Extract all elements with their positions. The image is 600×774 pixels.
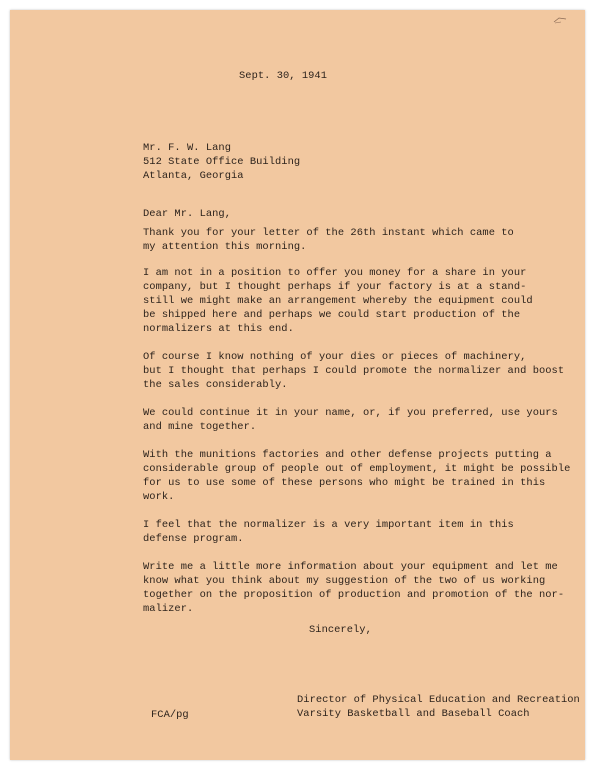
body-line: the sales considerably. [143, 379, 288, 391]
body-line: We could continue it in your name, or, if you preferred, use yours [143, 407, 558, 419]
body-line: I am not in a position to offer you money for a share in your [143, 267, 527, 279]
body-line: be shipped here and perhaps we could start production of the [143, 309, 521, 321]
body-line: malizer. [143, 603, 194, 615]
body-line: defense program. [143, 533, 244, 545]
body-line: know what you think about my suggestion of the two of us working [143, 575, 546, 587]
closing: Sincerely, [309, 624, 372, 636]
letter-page [10, 10, 585, 760]
recipient-city: Atlanta, Georgia [143, 170, 244, 182]
archive-mark-icon [553, 16, 567, 24]
letter-date: Sept. 30, 1941 [239, 70, 327, 82]
recipient-street: 512 State Office Building [143, 156, 301, 168]
body-line: together on the proposition of production and promotion of the nor- [143, 589, 565, 601]
body-line: With the munitions factories and other defense projects putting a [143, 449, 552, 461]
body-line: company, but I thought perhaps if your factory is at a stand- [143, 281, 527, 293]
body-line: for us to use some of these persons who might be trained in this [143, 477, 546, 489]
body-line: still we might make an arrangement whereby the equipment could [143, 295, 533, 307]
body-line: my attention this morning. [143, 241, 307, 253]
body-line: considerable group of people out of employment, it might be possible [143, 463, 571, 475]
body-line: and mine together. [143, 421, 257, 433]
body-line: I feel that the normalizer is a very important item in this [143, 519, 514, 531]
body-line: Write me a little more information about your equipment and let me [143, 561, 558, 573]
body-line: normalizers at this end. [143, 323, 294, 335]
recipient-name: Mr. F. W. Lang [143, 142, 231, 154]
salutation: Dear Mr. Lang, [143, 208, 231, 220]
body-line: Thank you for your letter of the 26th instant which came to [143, 227, 514, 239]
signature-title: Director of Physical Education and Recreation [297, 694, 580, 706]
body-line: but I thought that perhaps I could promote the normalizer and boost [143, 365, 565, 377]
typist-initials: FCA/pg [151, 709, 189, 721]
body-line: Of course I know nothing of your dies or pieces of machinery, [143, 351, 527, 363]
signature-subtitle: Varsity Basketball and Baseball Coach [297, 708, 530, 720]
body-line: work. [143, 491, 175, 503]
